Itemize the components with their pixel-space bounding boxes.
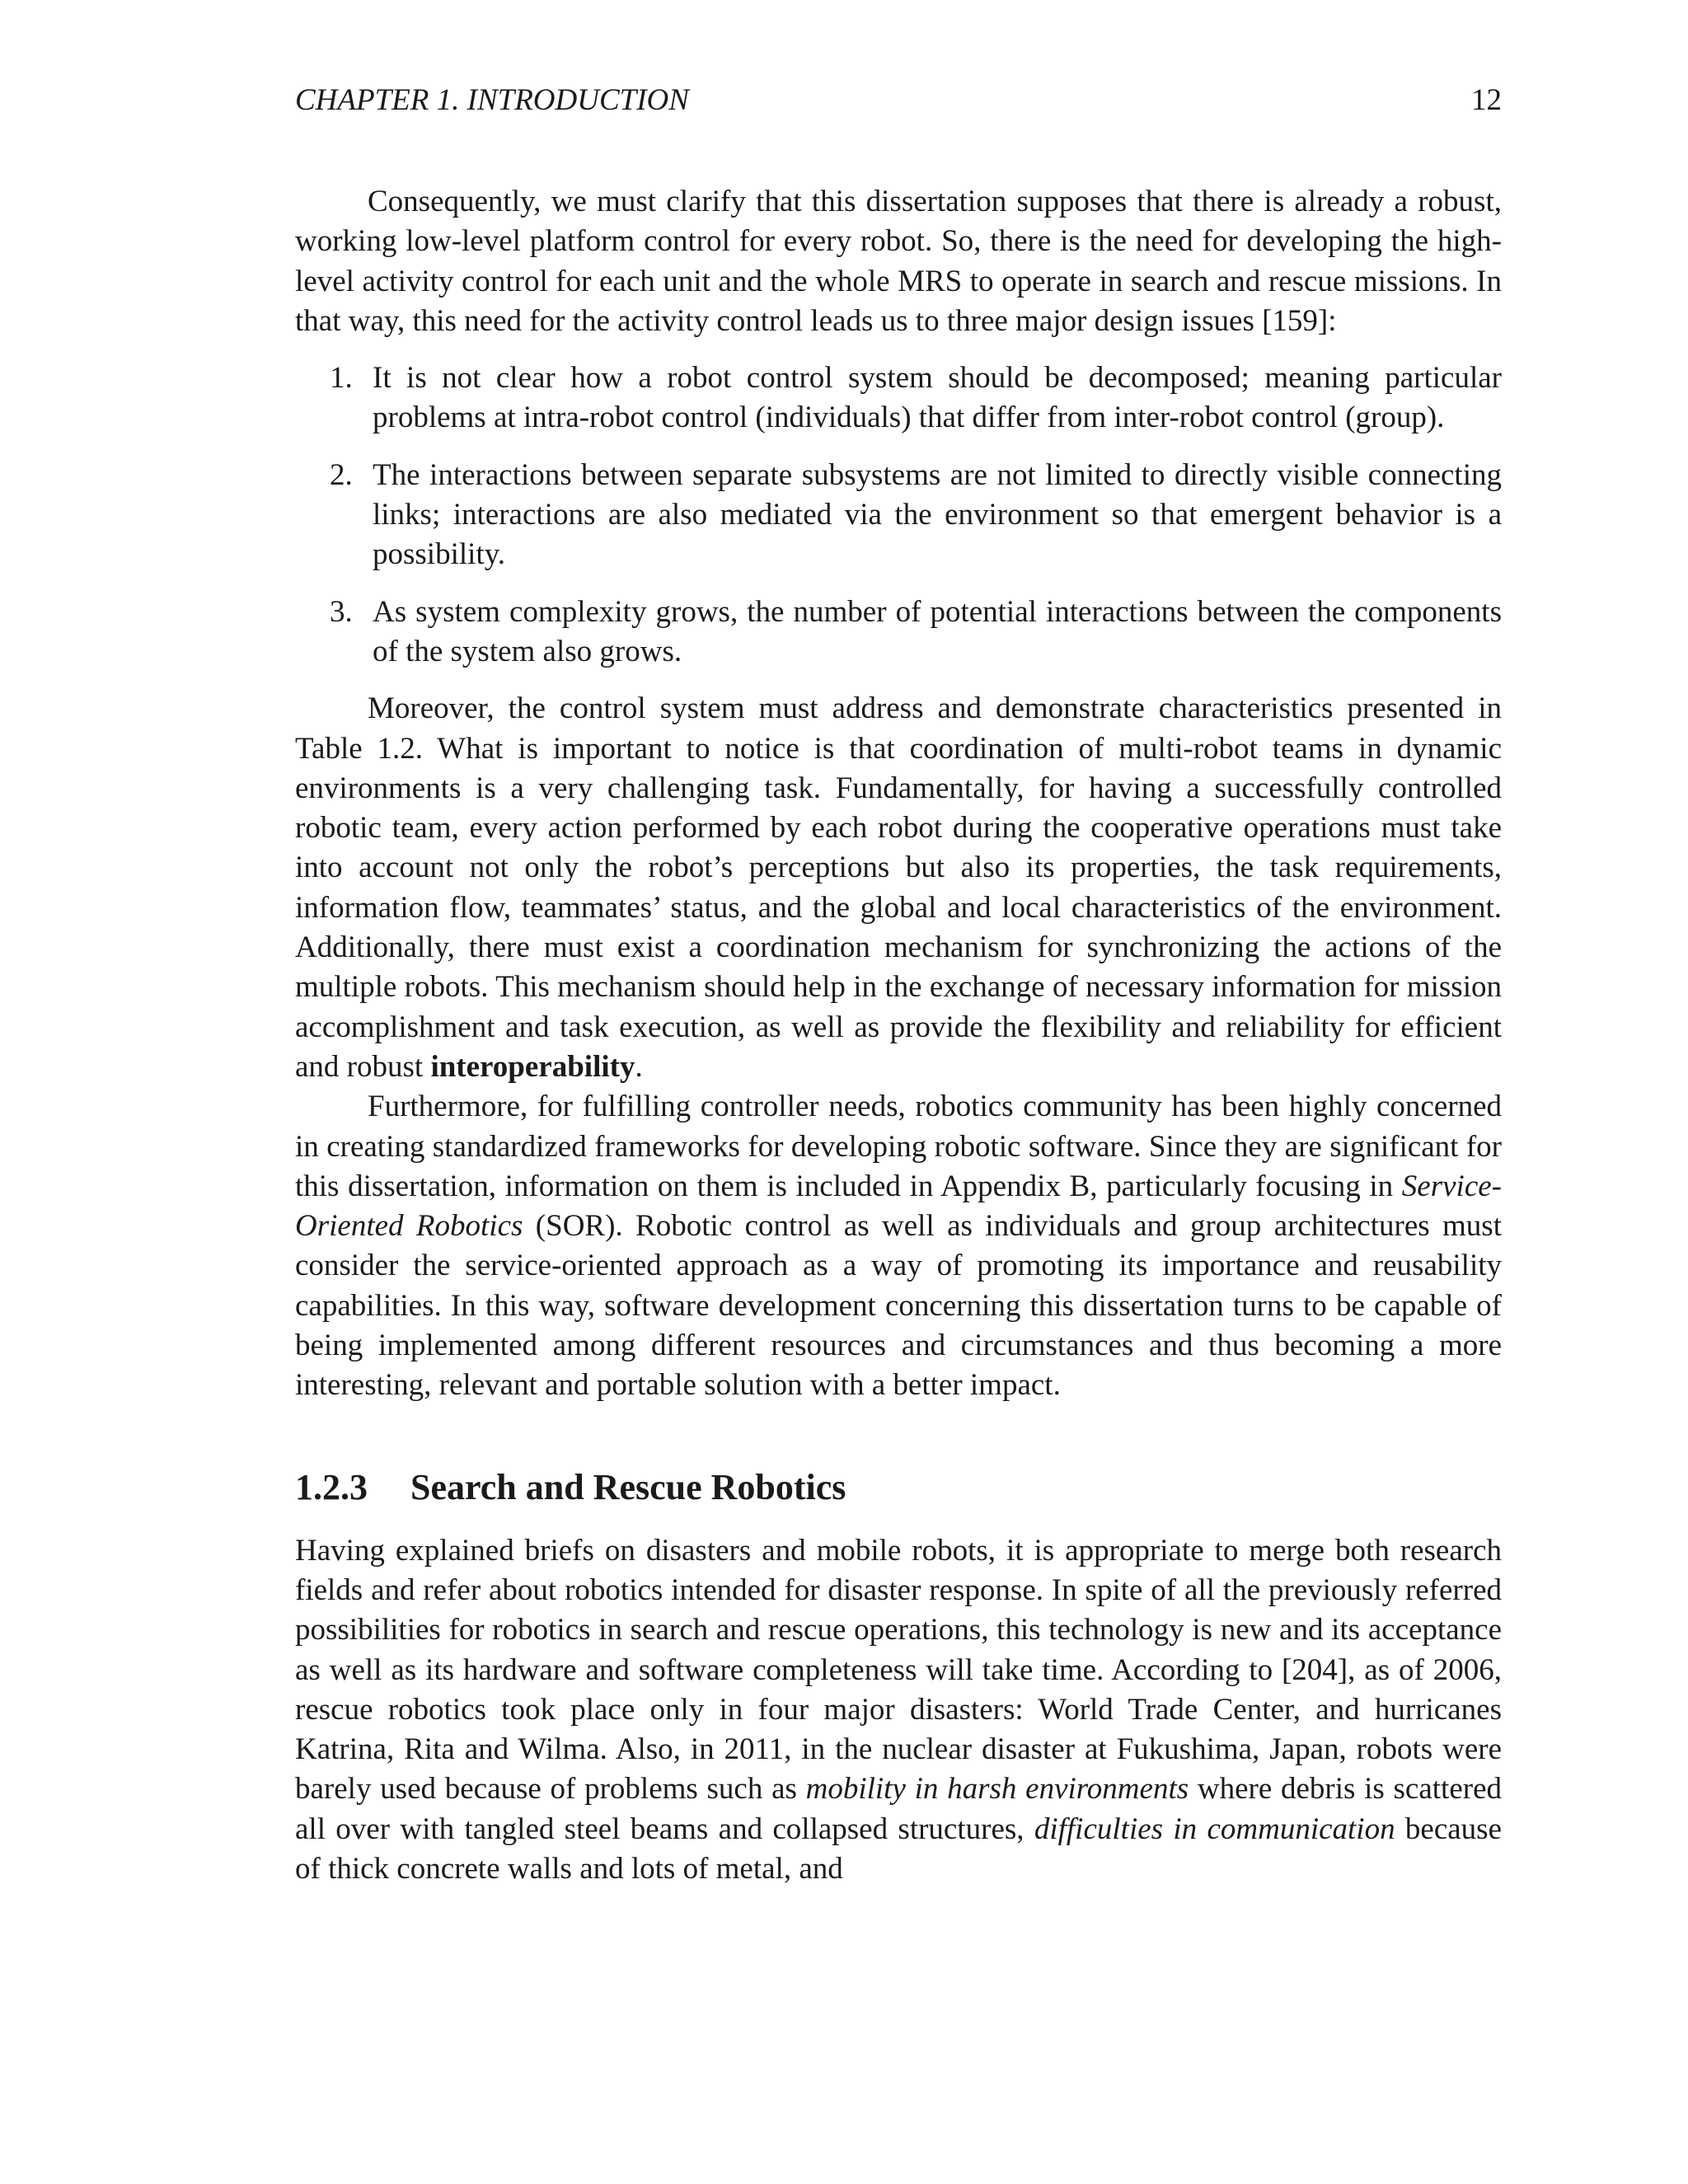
paragraph-frameworks — [295, 1087, 1502, 1405]
bold-term-interoperability: interoperability — [430, 1049, 635, 1084]
paragraph-text: where debris is scattered all over with tangled steel beams and collapsed structures, — [295, 1772, 1502, 1846]
paragraph-text: Having explained briefs on disasters and mobile robots, it is appropriate to merge both research fields and refer about robotics intended for disaster response. In spite of all the previously referred possibilities for robotics in search and rescue operations, this technology is new and its acceptance as well as its hardware and software completeness will take time. According to [204], as of 2006, rescue robotics took place only in four major disasters: World Trade Center, and hurricanes Katrina, Rita and Wilma. Also, in 2011, in the nuclear disaster at Fukushima, Japan, robots were barely used because of problems such as — [295, 1533, 1502, 1807]
body-text — [295, 182, 1502, 1889]
paragraph-text: Furthermore, for fulfilling controller needs, robotics community has been highly concerned in creating standardized frameworks for developing robotic software. Since they are significant for this dissertation, information on them is included in Appendix B, particularly focusing in — [295, 1090, 1502, 1203]
list-item-text: As system complexity grows, the number of potential interactions between the components of the system also grows. — [373, 594, 1502, 668]
paragraph-end: . — [635, 1049, 643, 1084]
list-item-text: The interactions between separate subsystems are not limited to directly visible connecting links; interactions are also mediated via the environment so that emergent behavior is a possibility. — [373, 457, 1502, 572]
design-issues-list — [295, 359, 1502, 672]
list-item — [295, 456, 1502, 575]
chapter-title: CHAPTER 1. INTRODUCTION — [295, 83, 689, 117]
paragraph-text: because of thick concrete walls and lots of metal, and — [295, 1811, 1502, 1886]
italic-term-mobility: mobility in harsh environments — [805, 1772, 1189, 1807]
section-title: Search and Rescue Robotics — [410, 1466, 846, 1507]
section-heading — [295, 1464, 1502, 1511]
list-item-number: 3. — [330, 594, 353, 629]
italic-term-sor: Service-Oriented Robotics — [295, 1169, 1502, 1244]
paragraph-text: (SOR). Robotic control as well as individuals and group architectures must consider the service-oriented approach as a way of promoting its importance and reusability capabilities. In this way, software development concerning this dissertation turns to be capable of being implemented among different resources and circumstances and thus becoming a more interesting, relevant and portable solution with a better impact. — [295, 1209, 1502, 1403]
running-header — [295, 81, 1502, 120]
page-number: 12 — [1471, 83, 1502, 117]
paragraph-control-characteristics — [295, 689, 1502, 1087]
paragraph-text: Moreover, the control system must address and demonstrate characteristics presented in Table 1.2. What is important to notice is that coordination of multi-robot teams in dynamic environments is a very challenging task. Fundamentally, for having a successfully controlled robotic team, every action performed by each robot during the cooperative operations must take into account not only the robot’s perceptions but also its properties, the task requirements, information flow, teammates’ status, and the global and local characteristics of the environment. Additionally, there must exist a coordination mechanism for synchronizing the actions of the multiple robots. This mechanism should help in the exchange of necessary information for mission accomplishment and task execution, as well as provide the flexibility and reliability for efficient and robust — [295, 691, 1502, 1084]
list-item — [295, 593, 1502, 673]
italic-term-communication: difficulties in communication — [1034, 1811, 1395, 1846]
list-item-text: It is not clear how a robot control system should be decomposed; meaning particular problems at intra-robot control (individuals) that differ from inter-robot control (group). — [373, 361, 1502, 435]
list-item-number: 1. — [330, 361, 353, 396]
list-item — [295, 359, 1502, 438]
paragraph-design-issues-intro: Consequently, we must clarify that this dissertation supposes that there is already a robust, working low-level platform control for every robot. So, there is the need for developing the high-level activity control for each unit and the whole MRS to operate in search and rescue missions. In that way, this need for the activity control leads us to three major design issues [159]: — [295, 185, 1502, 338]
paragraph-sar-robotics — [295, 1531, 1502, 1890]
list-item-number: 2. — [330, 457, 353, 492]
section-number: 1.2.3 — [295, 1466, 368, 1507]
